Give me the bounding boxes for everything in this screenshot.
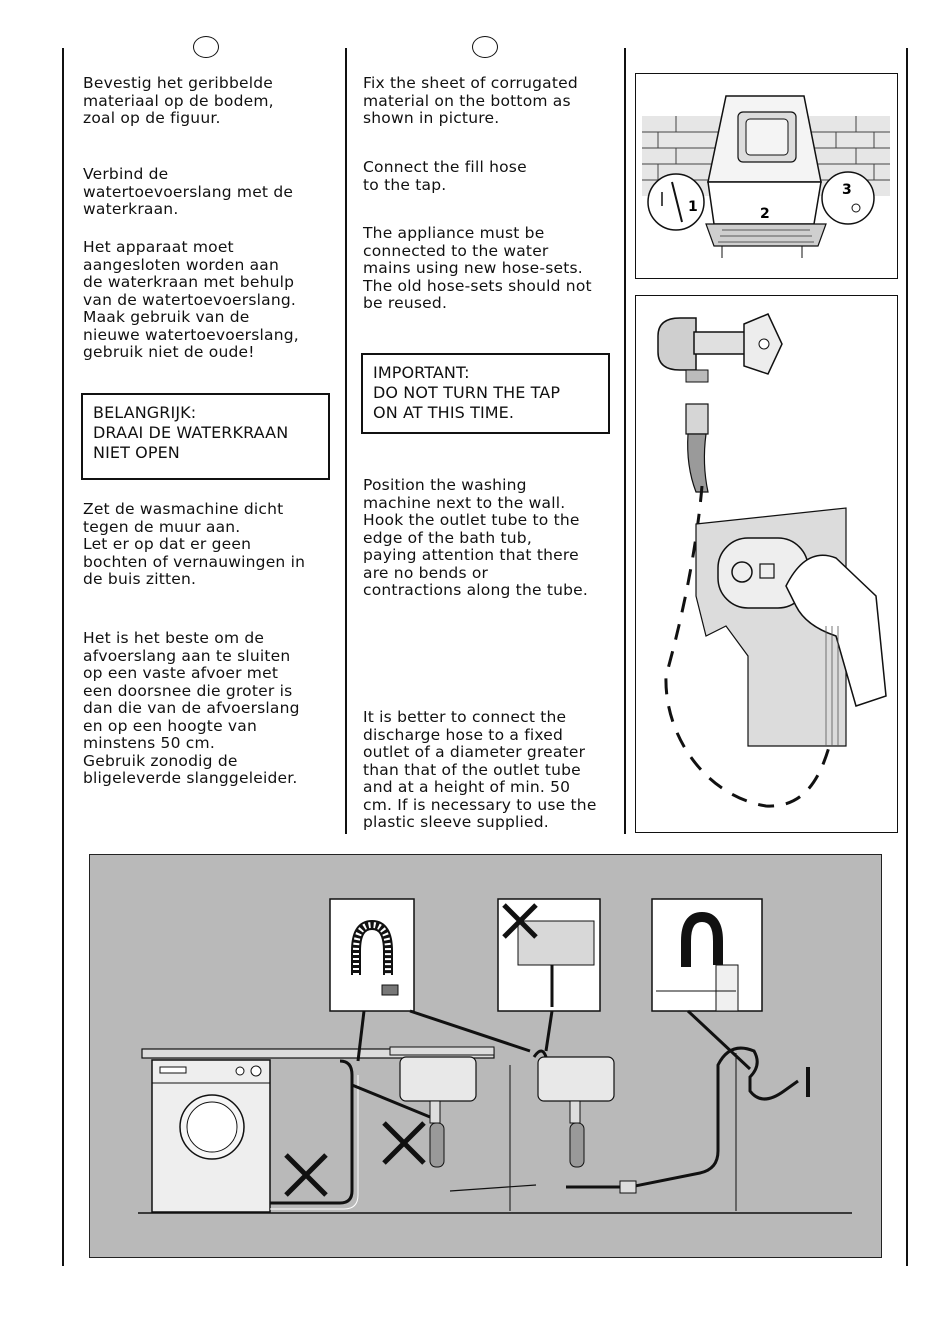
forbidden-cross-icon (286, 1123, 424, 1195)
drain-hose-installation-panel (89, 854, 882, 1258)
nl-paragraph-1: Bevestig het geribbelde materiaal op de bodem, zoal op de figuur. (83, 74, 274, 127)
nl-paragraph-4: Zet de wasmachine dicht tegen de muur aan. Let er op dat er geen bochten of vernauwingen in de buis zitten. (83, 500, 306, 588)
water-tap-icon (658, 314, 782, 382)
figure-label-3: 3 (842, 182, 852, 198)
figure-label-1: 1 (688, 199, 698, 215)
en-paragraph-3: The appliance must be connected to the water mains using new hose-sets. The old hose-sets should not be reused. (363, 224, 592, 312)
nl-warning-box: BELANGRIJK: DRAAI DE WATERKRAAN NIET OPEN (81, 393, 330, 480)
fill-hose-illustration (636, 296, 896, 831)
inset-standpipe (652, 899, 762, 1011)
nl-paragraph-5: Het is het beste om de afvoerslang aan te sluiten op een vaste afvoer met een doorsnee die groter is dan die van de afvoerslang en op een hoogte van minstens 50 cm. Gebruik zonodig de bligeleverde slanggeleider. (83, 629, 300, 787)
figure-label-2: 2 (760, 206, 770, 222)
nl-paragraph-2: Verbind de watertoevoerslang met de waterkraan. (83, 165, 294, 218)
figure-corrugated-sheet (635, 73, 898, 279)
column-divider-2 (624, 48, 626, 834)
en-paragraph-2: Connect the fill hose to the tap. (363, 158, 527, 194)
language-flag-nl (193, 36, 219, 58)
corrugated-sheet-illustration (636, 74, 896, 277)
nl-paragraph-3: Het apparaat moet aangesloten worden aan de waterkraan met behulp van de watertoevoerslang. Maak gebruik van de nieuwe watertoevoerslang, gebruik niet de oude! (83, 238, 299, 361)
en-paragraph-1: Fix the sheet of corrugated material on the bottom as shown in picture. (363, 74, 578, 127)
language-flag-en (472, 36, 498, 58)
washing-machine-icon (152, 1060, 270, 1212)
inset-hose-hook (330, 899, 414, 1011)
en-warning-box: IMPORTANT: DO NOT TURN THE TAP ON AT THIS TIME. (361, 353, 610, 434)
inset-hose-in-sink (498, 899, 600, 1011)
en-paragraph-5: It is better to connect the discharge hose to a fixed outlet of a diameter greater than that of the outlet tube and at a height of min. 50 cm. If is necessary to use the plastic sleeve supplied. (363, 708, 597, 831)
fill-hose-icon (686, 404, 708, 492)
figure-fill-hose-and-hook (635, 295, 898, 833)
left-margin-rule (62, 48, 64, 1266)
en-paragraph-4: Position the washing machine next to the wall. Hook the outlet tube to the edge of the bath tub, paying attention that there are no bends or contractions along the tube. (363, 476, 589, 599)
column-divider-1 (345, 48, 347, 834)
right-margin-rule (906, 48, 908, 1266)
drain-hose-illustration (90, 855, 880, 1256)
